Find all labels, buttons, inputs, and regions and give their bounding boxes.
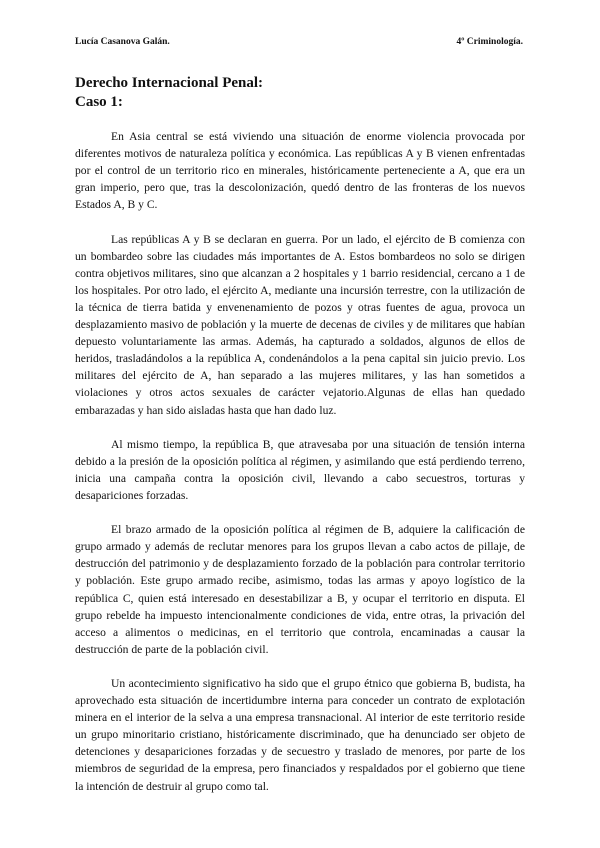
course-label: 4º Criminología. <box>456 37 523 47</box>
case-body <box>75 128 525 812</box>
paragraph: En Asia central se está viviendo una situación de enorme violencia provocada por diferentes motivos de naturaleza política y económica. Las repúblicas A y B vienen enfrentadas por el control de un territorio rico en minerales, históricamente perteneciente a A, que era un gran imperio, pero que, tras la descolonización, quedó dentro de las fronteras de los nuevos Estados A, B y C. <box>75 130 525 212</box>
page-header <box>75 37 523 51</box>
paragraph: Un acontecimiento significativo ha sido que el grupo étnico que gobierna B, budista, ha aprovechado esta situación de incertidumbre interna para conceder un contrato de explotación minera en el interior de la selva a una empresa transnacional. Al interior de este territorio reside un grupo minoritario cristiano, históricamente discriminado, que ha denunciado ser objeto de detenciones y desapariciones forzadas y de secuestro y traslado de menores, por parte de los miembros de seguridad de la empresa, pero financiados y respaldados por el gobierno que tiene la intención de destruir al grupo como tal. <box>75 677 525 793</box>
paragraph: Al mismo tiempo, la república B, que atravesaba por una situación de tensión interna debido a la presión de la oposición política al régimen, y asimilando que está perdiendo terreno, inicia una campaña contra la oposición civil, llevando a cabo secuestros, torturas y desapariciones forzadas. <box>75 437 525 502</box>
title-line-case: Caso 1: <box>75 94 123 110</box>
author-name: Lucía Casanova Galán. <box>75 37 170 47</box>
document-title <box>75 74 263 112</box>
paragraph: El brazo armado de la oposición política al régimen de B, adquiere la calificación de grupo armado y además de reclutar menores para los grupos llevan a cabo actos de pillaje, de destrucción del patrimonio y de desplazamiento forzado de la población para controlar territorio y población. Este grupo armado recibe, asimismo, todas las armas y apoyo logístico de la república C, quien está interesado en desestabilizar a B, y ocupar el territorio en disputa. El grupo rebelde ha impuesto intencionalmente condiciones de vida, entre otras, la privación del acceso a alimentos o medicinas, en el territorio que controla, encaminadas a causar la destrucción de parte de la población civil. <box>75 523 525 656</box>
paragraph: Las repúblicas A y B se declaran en guerra. Por un lado, el ejército de B comienza con un bombardeo sobre las ciudades más importantes de A. Estos bombardeos no solo se dirigen contra objetivos militares, sino que alcanzan a 2 hospitales y 1 barrio residencial, cercano a 1 de los hospitales. Por otro lado, el ejército A, mediante una incursión terrestre, con la utilización de la técnica de tierra batida y envenenamiento de pozos y otras fuentes de agua, provoca un desplazamiento masivo de población y la muerte de decenas de civiles y de militares que habían depuesto voluntariamente las armas. Además, ha capturado a soldados, algunos de ellos de heridos, trasladándolos a la república A, condenándolos a la pena capital sin juicio previo. Los militares del ejército de A, han separado a las mujeres militares, y las han sometidos a violaciones y otros actos sexuales de carácter vejatorio.Algunas de ellas han quedado embarazadas y han sido aisladas hasta que han dado luz. <box>75 232 525 417</box>
title-line-subject: Derecho Internacional Penal: <box>75 75 264 91</box>
